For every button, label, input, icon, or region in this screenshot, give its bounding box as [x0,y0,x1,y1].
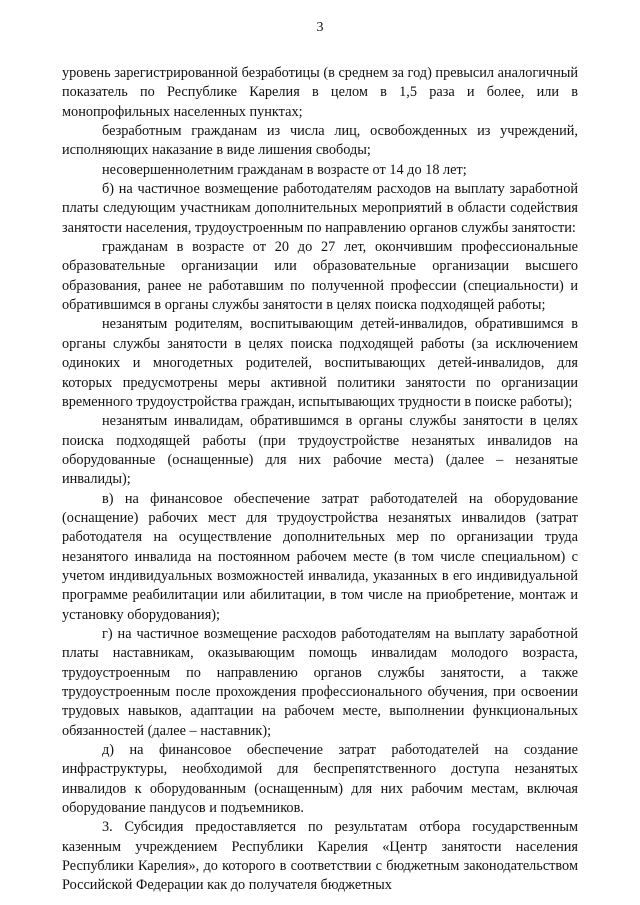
paragraph-item-v: в) на финансовое обеспечение затрат работодателей на оборудование (оснащение) рабочих мест для трудоустройства незанятых инвалидов (затрат работодателя на осуществление дополнительных мер по организации труда незанятого инвалида на постоянном рабочем месте (в том числе специальном) с учетом индивидуальных возможностей инвалида, указанных в его индивидуальной программе реабилитации или абилитации, в том числе на приобретение, монтаж и установку оборудования); [62,490,578,623]
paragraph-item-b: б) на частичное возмещение работодателям расходов на выплату заработной платы следующим участникам дополнительных мероприятий в области содействия занятости населения, трудоустроенным по направлению органов службы занятости: [62,181,578,236]
paragraph-continuation: уровень зарегистрированной безработицы (в среднем за год) превысил аналогичный показатель по Республике Карелия в целом в 1,5 раза и более, или в монопрофильных населенных пунктах; [62,65,578,120]
paragraph-graduates: гражданам в возрасте от 20 до 27 лет, окончившим профессиональные образовательные организации или образовательные организации высшего образования, ранее не работавшим по полученной профессии (специальности) и обратившимся в органы службы занятости в целях поиска подходящей работы; [62,239,578,314]
paragraph-minors: несовершеннолетним гражданам в возрасте от 14 до 18 лет; [102,161,467,178]
paragraph-item-d: д) на финансовое обеспечение затрат работодателей на создание инфраструктуры, необходимой для беспрепятственного доступа незанятых инвалидов к оборудованным (оснащенным) для них рабочим местам, включая оборудование пандусов и подъемников. [62,742,578,817]
paragraph-item-g: г) на частичное возмещение расходов работодателям на выплату заработной платы наставникам, оказывающим помощь инвалидам молодого возраста, трудоустроенным по направлению органов службы занятости, а также трудоустроенным после прохождения профессионального обучения, при освоении трудовых навыков, адаптации на рабочем месте, выполнении функциональных обязанностей (далее – наставник); [62,625,578,739]
paragraph-disabled: незанятым инвалидам, обратившимся в органы службы занятости в целях поиска подходящей работы (при трудоустройстве незанятых инвалидов на оборудованные (оснащенные) для них рабочие места) (далее – незанятые инвалиды); [62,413,578,488]
paragraph-released-prisoners: безработным гражданам из числа лиц, освобожденных из учреждений, исполняющих наказание в виде лишения свободы; [62,123,578,159]
document-body [62,64,578,896]
page-number: 3 [316,20,324,35]
paragraph-section-3: 3. Субсидия предоставляется по результатам отбора государственным казенным учреждением Республики Карелия «Центр занятости населения Республики Карелия», до которого в соответствии с бюджетным законодательством Российской Федерации как до получателя бюджетных [62,819,578,894]
paragraph-parents: незанятым родителям, воспитывающим детей-инвалидов, обратившимся в органы службы занятости в целях поиска подходящей работы (за исключением одиноких и многодетных родителей, воспитывающих детей-инвалидов, для которых предусмотрены меры активной политики занятости по организации временного трудоустройства граждан, испытывающих трудности в поиске работы); [62,316,578,410]
